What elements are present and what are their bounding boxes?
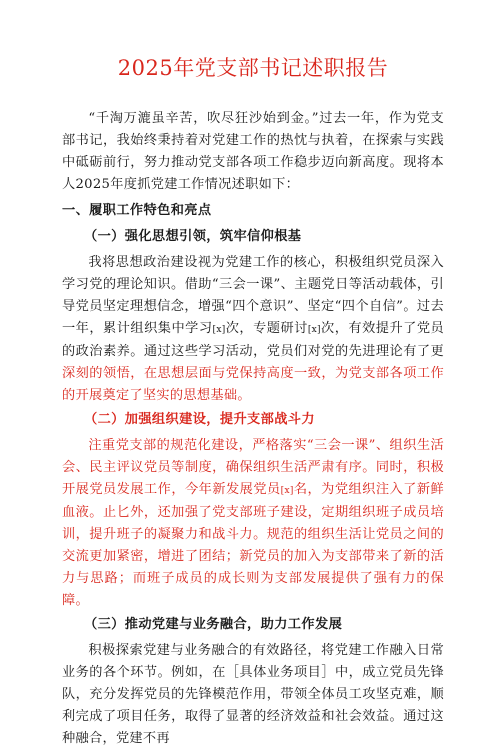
sub1-paragraph (62, 252, 444, 407)
sub3-paragraph: 积极探索党建与业务融合的有效路径，将党建工作融入日常业务的各个环节。例如，在［具体业务项目］中，成立党员先锋队，充分发挥党员的先锋模范作用，带领全体员工攻坚克难，顺利完成了项目任务，取得了显著的经济效益和社会效益。通过这种融合，党建不再 (62, 643, 444, 746)
intro-paragraph: “千淘万漉虽辛苦，吹尽狂沙始到金。”过去一年，作为党支部书记，我始终秉持着对党建工作的热忱与执着，在探索与实践中砥砺前行，努力推动党支部各项工作稳步迈向新高度。现将本人2025年度抓党建工作情况述职如下： (62, 111, 444, 192)
sub2-paragraph (62, 435, 444, 612)
sub3-heading: （三）推动党建与业务融合，助力工作发展 (84, 617, 343, 632)
sub2-text-1: 注重党支部的规范化建设，严格落实“三会一课”、组织生活会、民主评议党员等制度，确保组织生活严肃有序。同时，积极开展党员发展工作，今年新发展党员 (62, 438, 444, 497)
sub2-heading: （二）加强组织建设，提升支部战斗力 (84, 412, 315, 427)
sub1-text-3: 次，有效提升了党员的政治素养。通过这些学习活动，党员们对党的先进理论有了更 (62, 321, 444, 359)
sub1-blank-2: [x] (307, 325, 321, 335)
sub2-text-2: 名，为党组织注入了新鲜血液。止匕外，还加强了党支部班子建设，定期组织班子成员培训，提升班子的凝聚力和战斗力。规范的组织生活让党员之间的交流更加紧密，增进了团结；新党员的加入为支部带来了新的活力与思路；而班子成员的成长则为支部发展提供了强有力的保障。 (62, 482, 444, 608)
sub1-heading: （一）强化思想引领，筑牢信仰根基 (84, 229, 302, 244)
sub1-red-text: 深刻的领悟，在思想层面与党保持高度一致，为党支部各项工作的开展奠定了坚实的思想基础。 (62, 366, 444, 403)
sub1-text-1: 我将思想政治建设视为党建工作的核心，积极组织党员深入学习党的理论知识。借助“三会一课”、主题党日等活动载体，引导党员坚定理想信念，增强“四个意识”、坚定“四个自信”。过去一年，累计组织集中学习 (62, 255, 444, 336)
section1-heading: 一、履职工作特色和亮点 (62, 203, 212, 218)
sub1-blank-1: [x] (212, 325, 226, 335)
document-title: 2025年党支部书记述职报告 (117, 56, 389, 80)
sub1-text-2: 次，专题研讨 (225, 321, 308, 336)
sub2-blank-1: [x] (280, 486, 294, 496)
